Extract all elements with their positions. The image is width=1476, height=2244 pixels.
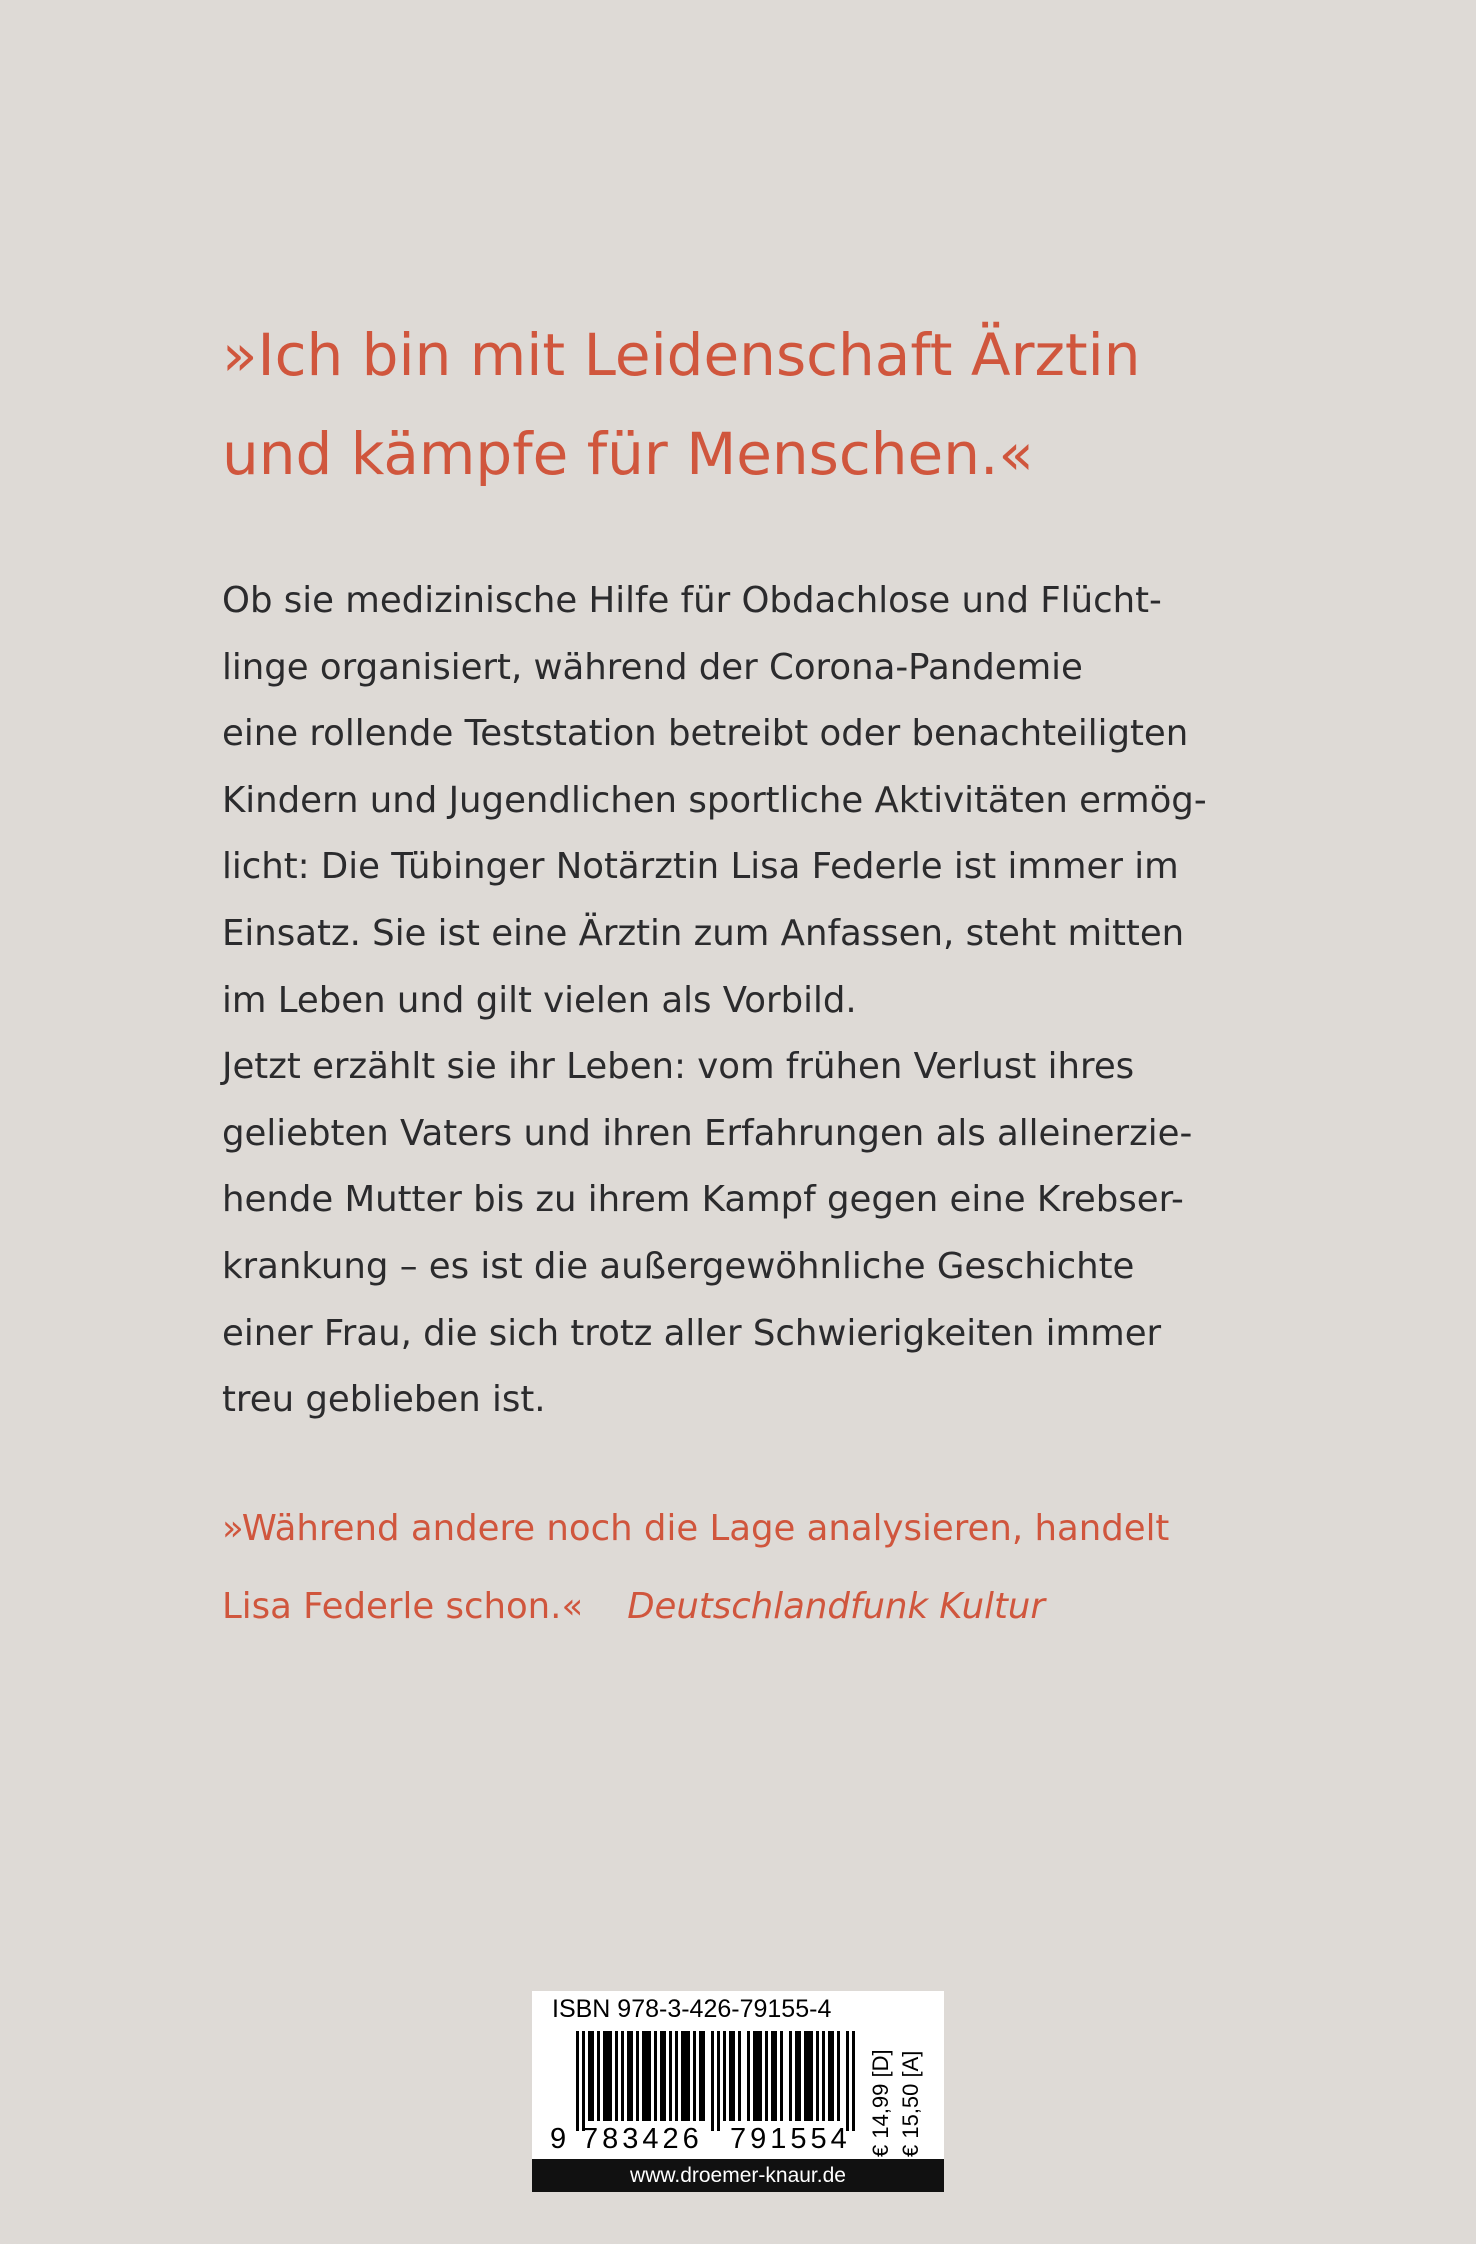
blurb-line: Kindern und Jugendlichen sportliche Aktivitäten ermög- xyxy=(222,779,1207,821)
blurb-line: im Leben und gilt vielen als Vorbild. xyxy=(222,979,857,1021)
blurb-line: krankung – es ist die außergewöhnliche Geschichte xyxy=(222,1245,1135,1287)
barcode-left-digits: 783426 xyxy=(582,2123,703,2155)
blurb-line: eine rollende Teststation betreibt oder benachteiligten xyxy=(222,713,1189,755)
review-line-1: »Während andere noch die Lage analysieren, handelt xyxy=(222,1508,1170,1549)
blurb-line: treu geblieben ist. xyxy=(222,1379,546,1421)
blurb-line: Einsatz. Sie ist eine Ärztin zum Anfassen, steht mitten xyxy=(222,912,1185,954)
price-list xyxy=(866,2007,926,2157)
blurb-line: Ob sie medizinische Hilfe für Obdachlose und Flücht- xyxy=(222,580,1162,621)
barcode-icon xyxy=(576,2031,860,2131)
blurb-line: geliebten Vaters und ihren Erfahrungen als alleinerzie- xyxy=(222,1112,1193,1154)
review-quote xyxy=(222,1490,1342,1646)
price-austria: € 15,50 [A] xyxy=(898,2050,923,2157)
barcode-right-digits: 791554 xyxy=(730,2123,851,2155)
headline-line-2: und kämpfe für Menschen.« xyxy=(222,420,1034,488)
blurb-text xyxy=(222,568,1342,1434)
headline-quote xyxy=(222,306,1322,504)
blurb-line: linge organisiert, während der Corona-Pandemie xyxy=(222,646,1083,688)
isbn-number: ISBN 978-3-426-79155-4 xyxy=(552,1995,832,2023)
barcode-first-digit: 9 xyxy=(550,2123,567,2155)
publisher-url: www.droemer-knaur.de xyxy=(532,2159,944,2192)
review-line-2-text: Lisa Federle schon.« xyxy=(222,1586,584,1627)
review-line-2 xyxy=(222,1568,1342,1646)
blurb-line: hende Mutter bis zu ihrem Kampf gegen eine Krebser- xyxy=(222,1179,1184,1221)
review-source: Deutschlandfunk Kultur xyxy=(627,1586,1046,1627)
blurb-line: einer Frau, die sich trotz aller Schwierigkeiten immer xyxy=(222,1312,1162,1354)
barcode-label xyxy=(532,1991,944,2192)
price-germany: € 14,99 [D] xyxy=(868,2049,893,2157)
blurb-line: licht: Die Tübinger Notärztin Lisa Federle ist immer im xyxy=(222,846,1179,888)
headline-line-1: »Ich bin mit Leidenschaft Ärztin xyxy=(222,321,1141,389)
blurb-line: Jetzt erzählt sie ihr Leben: vom frühen Verlust ihres xyxy=(222,1046,1135,1088)
